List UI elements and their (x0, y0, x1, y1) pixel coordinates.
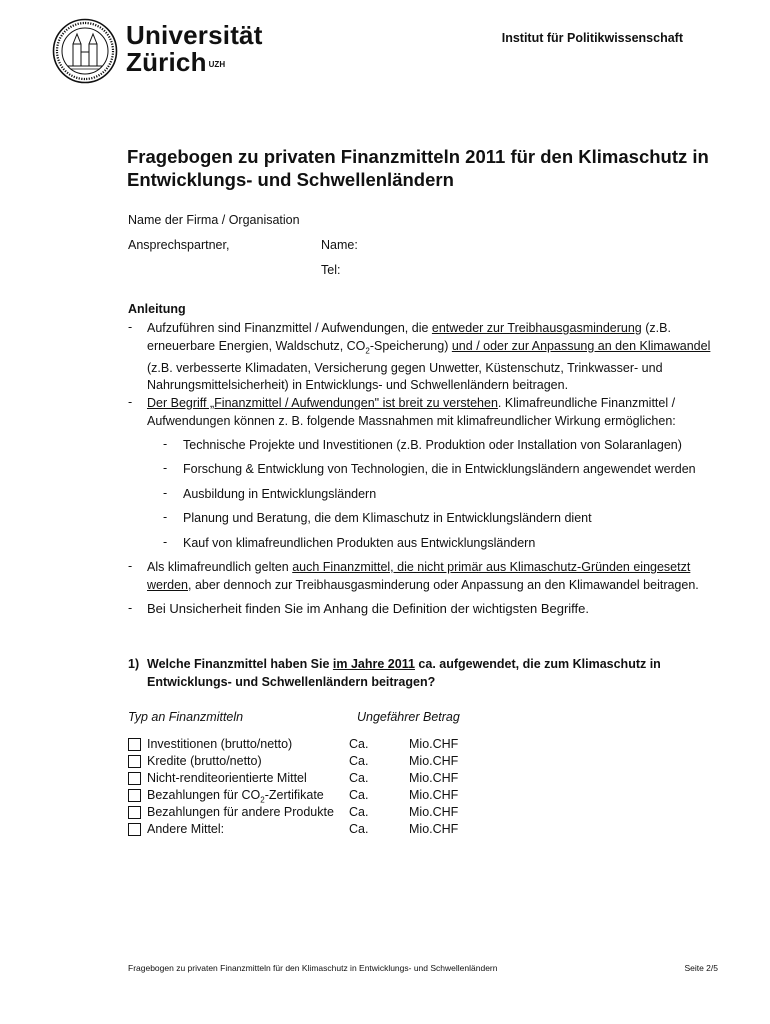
instruction-item-4: Bei Unsicherheit finden Sie im Anhang die Definition der wichtigsten Begriffe. (147, 601, 590, 616)
checkbox-andere-mittel[interactable] (128, 823, 141, 836)
question-number: 1) (128, 657, 140, 671)
instruction-item-3 (147, 559, 727, 594)
row-ca: Ca. (349, 771, 369, 785)
column-header-type: Typ an Finanzmitteln (128, 710, 244, 724)
row-unit: Mio.CHF (409, 788, 459, 802)
checkbox-co2-zertifikate[interactable] (128, 789, 141, 802)
row-label: Investitionen (brutto/netto) (147, 737, 293, 751)
contact-label: Ansprechspartner, (128, 238, 230, 252)
text-segment: , aber dennoch zur Treibhausgasminderung oder Anpassung an den Klimawandel beitragen. (188, 577, 699, 592)
university-name-line1: Universität (126, 20, 263, 50)
subscript: 2 (365, 346, 370, 355)
checkbox-andere-produkte[interactable] (128, 806, 141, 819)
checkbox-nicht-renditeorientiert[interactable] (128, 772, 141, 785)
row-ca: Ca. (349, 805, 369, 819)
sub-item-1: Technische Projekte und Investitionen (z.B. Produktion oder Installation von Solaranlagen) (183, 438, 682, 452)
row-ca: Ca. (349, 737, 369, 751)
bullet-dash: - (128, 601, 133, 615)
institute-name: Institut für Politikwissenschaft (501, 31, 683, 45)
text-segment: erneuerbare Energien, Waldschutz, CO (147, 338, 366, 353)
title-line1: Fragebogen zu privaten Finanzmitteln 2011 für den Klimaschutz in (127, 146, 709, 167)
sub-bullet-dash: - (163, 461, 168, 475)
instruction-item-1 (147, 320, 727, 395)
text-line: Entwicklungs- und Schwellenländern beitragen? (147, 674, 436, 689)
sub-item-3: Ausbildung in Entwicklungsländern (183, 487, 377, 501)
text-segment: Als klimafreundlich gelten (147, 560, 293, 574)
text-segment: Aufzuführen sind Finanzmittel / Aufwendungen, die (147, 321, 432, 335)
sub-item-2: Forschung & Entwicklung von Technologien, die in Entwicklungsländern angewendet werden (183, 462, 696, 476)
row-unit: Mio.CHF (409, 754, 459, 768)
text-segment: (z.B. (641, 321, 671, 335)
page-number: Seite 2/5 (684, 963, 718, 973)
checkbox-kredite[interactable] (128, 755, 141, 768)
column-header-amount: Ungefährer Betrag (357, 710, 460, 724)
subscript: 2 (260, 795, 265, 805)
university-wordmark (126, 22, 263, 76)
row-unit: Mio.CHF (409, 822, 459, 836)
text-segment: ca. aufgewendet, die zum Klimaschutz in (414, 657, 661, 671)
sub-bullet-dash: - (163, 437, 168, 451)
row-unit: Mio.CHF (409, 805, 459, 819)
text-line: Aufwendungen können z. B. folgende Massnahmen mit klimafreundlicher Wirkung ermöglichen: (147, 413, 676, 428)
instructions-heading: Anleitung (128, 302, 186, 316)
uzh-mark: UZH (208, 60, 226, 69)
sub-bullet-dash: - (163, 535, 168, 549)
underlined-text: entweder zur Treibhausgasminderung (431, 321, 642, 335)
row-label: Andere Mittel: (147, 822, 225, 836)
page-title (127, 145, 727, 191)
text-line: (z.B. verbesserte Klimadaten, Versicherung gegen Unwetter, Küstenschutz, Trinkwasser- und (147, 360, 663, 375)
bullet-dash: - (128, 559, 133, 573)
footer-text: Fragebogen zu privaten Finanzmitteln für den Klimaschutz in Entwicklungs- und Schwellenländern (128, 963, 498, 973)
row-label (147, 788, 324, 805)
name-label: Name: (321, 238, 358, 252)
sub-item-4: Planung und Beratung, die dem Klimaschutz in Entwicklungsländern dient (183, 511, 592, 525)
text-line: Nahrungsmittelsicherheit) in Entwicklungs- und Schwellenländern beitragen. (147, 378, 569, 392)
underlined-text: Der Begriff „Finanzmittel / Aufwendungen" ist breit zu verstehen (147, 396, 498, 410)
row-label: Kredite (brutto/netto) (147, 754, 262, 768)
text-segment: . Klimafreundliche Finanzmittel / (497, 396, 676, 410)
underlined-text: auch Finanzmittel, die nicht primär aus Klimaschutz-Gründen eingesetzt (292, 560, 691, 574)
instruction-item-2 (147, 395, 727, 430)
sub-item-5: Kauf von klimafreundlichen Produkten aus Entwicklungsländern (183, 536, 536, 550)
checkbox-investitionen[interactable] (128, 738, 141, 751)
tel-label: Tel: (321, 263, 341, 277)
text-segment: Bezahlungen für CO (147, 788, 261, 802)
row-unit: Mio.CHF (409, 737, 459, 751)
row-ca: Ca. (349, 754, 369, 768)
underlined-text: und / oder zur Anpassung an den Klimawandel (451, 338, 711, 353)
underlined-text: im Jahre 2011 (332, 657, 415, 671)
company-label: Name der Firma / Organisation (128, 213, 300, 227)
sub-bullet-dash: - (163, 510, 168, 524)
row-ca: Ca. (349, 822, 369, 836)
text-segment: -Zertifikate (264, 788, 324, 802)
title-line2: Entwicklungs- und Schwellenländern (127, 169, 454, 190)
text-segment: Welche Finanzmittel haben Sie (147, 657, 333, 671)
row-label: Nicht-renditeorientierte Mittel (147, 771, 307, 785)
underlined-text: werden (147, 577, 188, 592)
university-name-line2: Zürich (126, 47, 207, 77)
question-1 (128, 656, 728, 691)
university-seal-logo (52, 18, 118, 84)
row-unit: Mio.CHF (409, 771, 459, 785)
bullet-dash: - (128, 395, 133, 409)
bullet-dash: - (128, 320, 133, 334)
text-segment: -Speicherung) (369, 338, 452, 353)
row-ca: Ca. (349, 788, 369, 802)
sub-bullet-dash: - (163, 486, 168, 500)
row-label: Bezahlungen für andere Produkte (147, 805, 334, 819)
